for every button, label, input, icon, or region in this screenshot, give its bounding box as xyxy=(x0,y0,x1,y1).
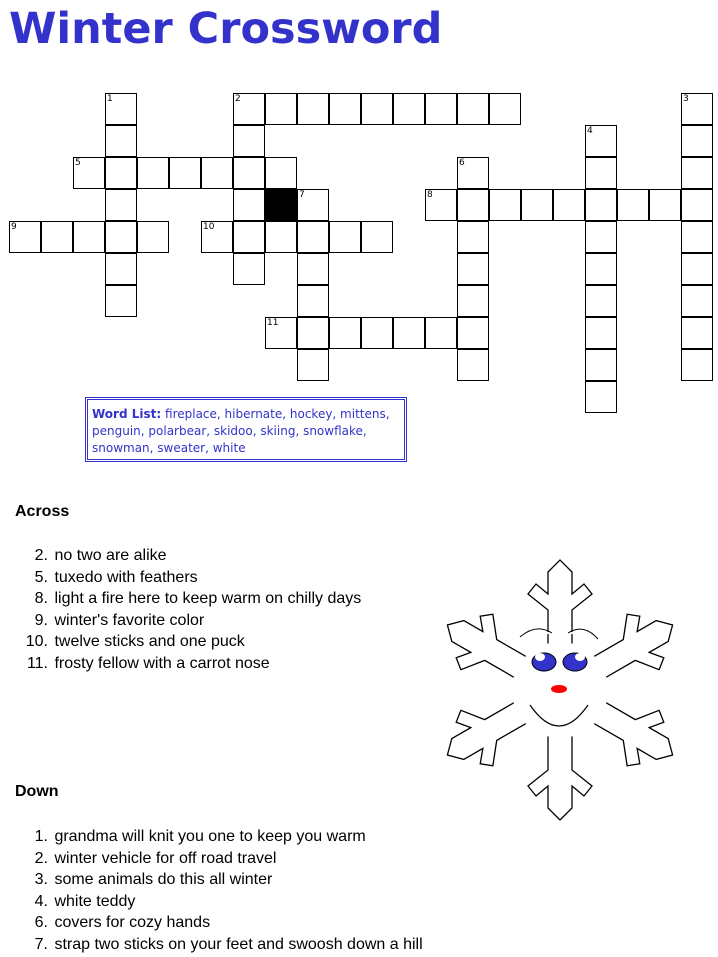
down-clue xyxy=(15,912,423,934)
grid-cell[interactable] xyxy=(137,221,169,253)
clue-text: strap two sticks on your feet and swoosh down a hill xyxy=(54,935,423,953)
grid-cell[interactable] xyxy=(585,189,617,221)
crossword-grid xyxy=(0,0,718,420)
grid-cell[interactable] xyxy=(457,93,489,125)
nose-icon xyxy=(551,685,567,693)
clue-number: 7. xyxy=(34,935,48,953)
grid-cell[interactable] xyxy=(585,221,617,253)
grid-cell[interactable] xyxy=(137,157,169,189)
page-title: Winter Crossword xyxy=(9,4,443,54)
down-clue xyxy=(15,869,423,891)
grid-cell[interactable] xyxy=(681,221,713,253)
grid-cell[interactable] xyxy=(169,157,201,189)
clue-number: 3. xyxy=(34,871,48,889)
grid-cell[interactable] xyxy=(361,221,393,253)
grid-cell[interactable] xyxy=(361,93,393,125)
across-clue xyxy=(15,545,361,567)
grid-number: 2 xyxy=(235,94,241,104)
grid-cell[interactable] xyxy=(233,157,265,189)
grid-cell[interactable] xyxy=(521,189,553,221)
grid-cell[interactable] xyxy=(457,253,489,285)
clue-number: 4. xyxy=(34,892,48,910)
grid-cell[interactable] xyxy=(297,317,329,349)
grid-cell[interactable] xyxy=(41,221,73,253)
down-clue-list xyxy=(15,826,423,956)
clue-text: winter vehicle for off road travel xyxy=(54,849,277,867)
across-clue-list xyxy=(15,545,361,675)
grid-cell[interactable] xyxy=(457,221,489,253)
grid-cell[interactable] xyxy=(425,93,457,125)
clue-number: 10. xyxy=(25,633,48,651)
grid-cell[interactable] xyxy=(681,253,713,285)
down-clue xyxy=(15,848,423,870)
clue-text: winter's favorite color xyxy=(54,611,205,629)
grid-cell[interactable] xyxy=(297,253,329,285)
grid-cell[interactable] xyxy=(681,157,713,189)
grid-cell[interactable] xyxy=(489,93,521,125)
grid-cell[interactable] xyxy=(105,157,137,189)
word-list-words: fireplace, hibernate, hockey, mittens, penguin, polarbear, skidoo, skiing, snowflake, snowman, sweater, white xyxy=(92,407,390,455)
clue-number: 5. xyxy=(34,568,48,586)
across-clue xyxy=(15,588,361,610)
grid-cell[interactable] xyxy=(585,285,617,317)
clue-number: 2. xyxy=(34,547,48,564)
clue-text: white teddy xyxy=(54,892,136,910)
grid-cell[interactable] xyxy=(681,125,713,157)
grid-number: 1 xyxy=(107,94,113,104)
across-clue xyxy=(15,653,361,675)
across-clue xyxy=(15,631,361,653)
grid-cell[interactable] xyxy=(265,93,297,125)
down-clue xyxy=(15,826,423,848)
grid-cell[interactable] xyxy=(201,157,233,189)
grid-cell[interactable] xyxy=(617,189,649,221)
clue-text: covers for cozy hands xyxy=(54,914,211,932)
grid-cell[interactable] xyxy=(233,125,265,157)
clue-number: 8. xyxy=(34,590,48,608)
clue-number: 11. xyxy=(26,654,48,672)
grid-number: 7 xyxy=(299,190,305,200)
grid-cell[interactable] xyxy=(681,317,713,349)
grid-cell[interactable] xyxy=(649,189,681,221)
grid-number: 3 xyxy=(683,94,689,104)
clue-number: 6. xyxy=(34,914,48,932)
grid-cell[interactable] xyxy=(329,317,361,349)
grid-cell[interactable] xyxy=(233,221,265,253)
grid-cell[interactable] xyxy=(105,221,137,253)
across-clue xyxy=(15,610,361,632)
word-list-box xyxy=(85,397,407,462)
down-heading: Down xyxy=(15,783,59,800)
clue-text: frosty fellow with a carrot nose xyxy=(54,654,270,672)
down-clue xyxy=(15,934,423,956)
grid-cell[interactable] xyxy=(233,253,265,285)
grid-cell[interactable] xyxy=(457,349,489,381)
grid-number: 10 xyxy=(203,222,215,232)
grid-number: 9 xyxy=(11,222,17,232)
grid-cell[interactable] xyxy=(425,317,457,349)
clue-text: grandma will knit you one to keep you warm xyxy=(54,828,366,845)
grid-cell[interactable] xyxy=(457,317,489,349)
grid-cell[interactable] xyxy=(681,189,713,221)
clue-text: light a fire here to keep warm on chilly days xyxy=(54,590,362,608)
word-list-label: Word List: xyxy=(92,407,162,421)
grid-number: 11 xyxy=(267,318,279,328)
grid-cell[interactable] xyxy=(297,93,329,125)
grid-number: 4 xyxy=(587,126,593,136)
clue-text: some animals do this all winter xyxy=(54,871,273,889)
across-heading: Across xyxy=(15,503,70,520)
grid-cell[interactable] xyxy=(681,349,713,381)
grid-cell[interactable] xyxy=(329,221,361,253)
grid-cell[interactable] xyxy=(457,285,489,317)
grid-cell[interactable] xyxy=(105,189,137,221)
grid-cell[interactable] xyxy=(585,317,617,349)
clue-number: 2. xyxy=(34,849,48,867)
grid-cell[interactable] xyxy=(297,349,329,381)
grid-cell[interactable] xyxy=(105,125,137,157)
grid-cell[interactable] xyxy=(73,221,105,253)
down-clue xyxy=(15,891,423,913)
grid-cell[interactable] xyxy=(105,253,137,285)
across-clue xyxy=(15,567,361,589)
grid-number: 6 xyxy=(459,158,465,168)
grid-black-cell xyxy=(265,189,297,221)
grid-cell[interactable] xyxy=(585,349,617,381)
clue-number: 9. xyxy=(34,611,48,629)
grid-cell[interactable] xyxy=(585,381,617,413)
grid-cell[interactable] xyxy=(265,157,297,189)
snowflake-illustration xyxy=(412,537,712,957)
clue-text: tuxedo with feathers xyxy=(54,568,198,586)
grid-cell[interactable] xyxy=(585,157,617,189)
grid-cell[interactable] xyxy=(681,285,713,317)
grid-number: 8 xyxy=(427,190,433,200)
grid-cell[interactable] xyxy=(393,317,425,349)
grid-number: 5 xyxy=(75,158,81,168)
grid-cell[interactable] xyxy=(585,253,617,285)
clue-text: twelve sticks and one puck xyxy=(54,633,245,651)
clue-number: 1. xyxy=(34,828,48,845)
grid-cell[interactable] xyxy=(265,221,297,253)
grid-cell[interactable] xyxy=(105,285,137,317)
grid-cell[interactable] xyxy=(361,317,393,349)
clue-text: no two are alike xyxy=(54,547,167,564)
grid-cell[interactable] xyxy=(329,93,361,125)
grid-cell[interactable] xyxy=(393,93,425,125)
grid-cell[interactable] xyxy=(297,285,329,317)
grid-cell[interactable] xyxy=(457,189,489,221)
grid-cell[interactable] xyxy=(553,189,585,221)
grid-cell[interactable] xyxy=(489,189,521,221)
grid-cell[interactable] xyxy=(297,221,329,253)
grid-cell[interactable] xyxy=(233,189,265,221)
